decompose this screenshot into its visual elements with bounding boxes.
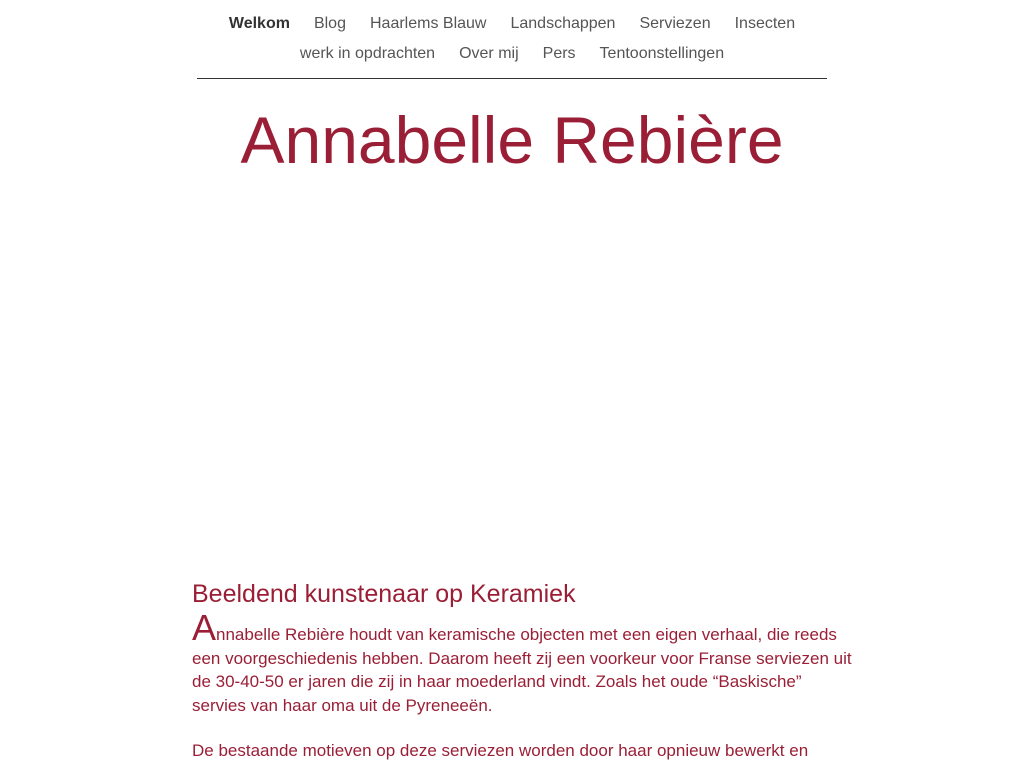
nav-item-haarlems-blauw[interactable]: Haarlems Blauw xyxy=(369,15,487,32)
nav-item-blog[interactable]: Blog xyxy=(313,15,346,32)
nav-item-landschappen[interactable]: Landschappen xyxy=(510,15,616,32)
nav-item-over-mij[interactable]: Over mij xyxy=(459,45,519,62)
nav-item-werk-in-opdrachten[interactable]: werk in opdrachten xyxy=(299,45,436,62)
dropcap-letter: A xyxy=(192,607,217,648)
site-title: Annabelle Rebière xyxy=(240,103,784,177)
nav-row-2 xyxy=(197,44,827,64)
second-paragraph: De bestaande motieven op deze serviezen worden door haar opnieuw bewerkt en xyxy=(192,741,809,760)
nav-item-pers[interactable]: Pers xyxy=(542,45,576,62)
section-heading: Beeldend kunstenaar op Keramiek xyxy=(192,580,576,608)
nav-item-tentoonstellingen[interactable]: Tentoonstellingen xyxy=(599,45,725,62)
main-content xyxy=(192,578,852,763)
nav-item-serviezen[interactable]: Serviezen xyxy=(639,15,711,32)
nav-item-insecten[interactable]: Insecten xyxy=(734,15,796,32)
intro-paragraph xyxy=(192,607,852,717)
intro-text: nnabelle Rebière houdt van keramische objecten met een eigen verhaal, die reeds een voorgeschiedenis hebben. Daarom heeft zij een voorkeur voor Franse serviezen uit de 30-40-50 er jaren die zij in haar moederland vindt. Zoals het oude “Baskische” servies van haar oma uit de Pyreneeën. xyxy=(192,625,852,715)
nav-row-1 xyxy=(197,14,827,34)
main-navigation xyxy=(197,0,827,79)
nav-item-welkom[interactable]: Welkom xyxy=(228,15,290,32)
